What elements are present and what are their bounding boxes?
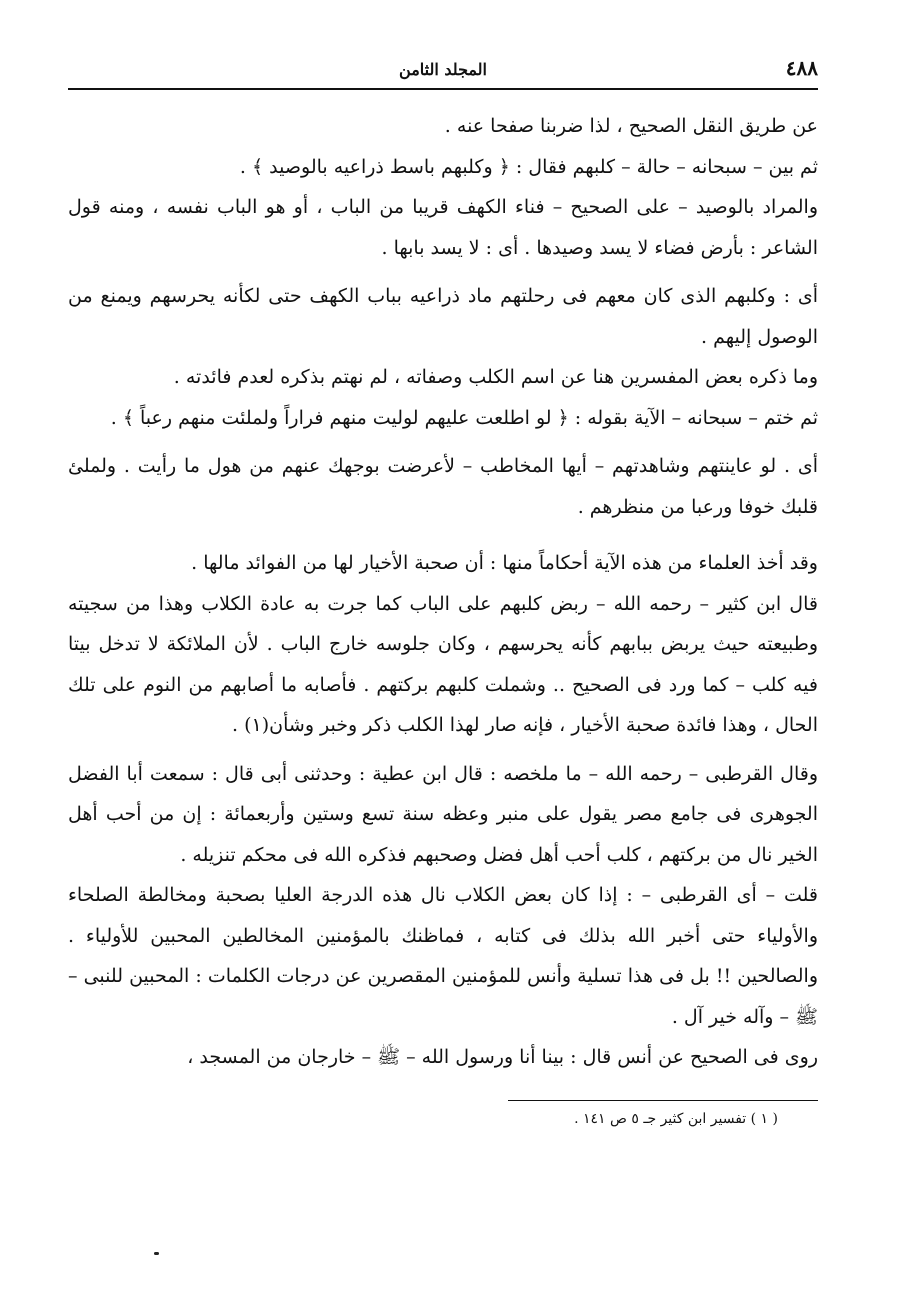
footnote: ( ١ ) تفسير ابن كثير جـ ٥ ص ١٤١ .	[574, 1110, 778, 1127]
paragraph: ثم بين – سبحانه – حالة – كلبهم فقال : ﴿ وكلبهم باسط ذراعيه بالوصيد ﴾ .	[239, 155, 818, 178]
paragraph: وقال القرطبى – رحمه الله – ما ملخصه : قال ابن عطية : وحدثنى أبى قال : سمعت أبا الفضل الجوهرى فى جامع مصر يقول على منبر وعظه سنة تسع وستين وأربعمائة : إن من أحب أهل الخير نال من بركتهم ، كلب أحب أهل فضل وصحبهم فذكره الله فى محكم تنزيله .	[68, 762, 818, 866]
page-number: ٤٨٨	[785, 56, 818, 80]
paragraph: أى : وكلبهم الذى كان معهم فى رحلتهم ماد ذراعيه بباب الكهف حتى لكأنه يحرسهم ويمنع من الوصول إليهم .	[68, 285, 818, 348]
footnote-divider	[508, 1100, 818, 1101]
paragraph: روى فى الصحيح عن أنس قال : بينا أنا ورسول الله – ﷺ – خارجان من المسجد ،	[187, 1046, 818, 1068]
paragraph: قلت – أى القرطبى – : إذا كان بعض الكلاب نال هذه الدرجة العليا بصحبة ومخالطة الصلحاء والأولياء حتى أخبر الله بذلك فى كتابه ، فماظنك بالمؤمنين المخالطين المحبين للأولياء . والصالحين !! بل فى هذا تسلية وأنس للمؤمنين المقصرين عن درجات الكلمات : المحبين للنبى – ﷺ – وآله خير آل .	[68, 884, 818, 1028]
paragraph: وما ذكره بعض المفسرين هنا عن اسم الكلب وصفاته ، لم نهتم بذكره لعدم فائدته .	[173, 366, 818, 388]
paragraph: عن طريق النقل الصحيح ، لذا ضربنا صفحا عنه .	[444, 115, 818, 137]
body-text	[68, 106, 818, 1078]
paragraph: ثم ختم – سبحانه – الآية بقوله : ﴿ لو اطلعت عليهم لوليت منهم فراراً ولملئت منهم رعباً ﴾ .	[110, 406, 818, 429]
scan-speck	[154, 1252, 159, 1255]
book-page	[68, 52, 818, 1133]
paragraph: أى . لو عاينتهم وشاهدتهم – أيها المخاطب – لأعرضت بوجهك عنهم من هول ما رأيت . ولملئ قلبك خوفا ورعبا من منظرهم .	[68, 455, 818, 518]
paragraph: قال ابن كثير – رحمه الله – ربض كلبهم على الباب كما جرت به عادة الكلاب وهذا من سجيته وطبيعته حيث يربض ببابهم كأنه يحرسهم ، وكان جلوسه خارج الباب . لأن الملائكة لا تدخل بيتا فيه كلب – كما ورد فى الصحيح .. وشملت كلبهم بركتهم . فأصابه ما أصابهم من النوم على تلك الحال ، وهذا فائدة صحبة الأخيار ، فإنه صار لهذا الكلب ذكر وخبر وشأن(١) .	[68, 592, 818, 736]
paragraph: والمراد بالوصيد – على الصحيح – فناء الكهف قريبا من الباب ، أو هو الباب نفسه ، ومنه قول الشاعر : بأرض فضاء لا يسد وصيدها . أى : لا يسد بابها .	[68, 196, 818, 259]
paragraph: وقد أخذ العلماء من هذه الآية أحكاماً منها : أن صحبة الأخيار لها من الفوائد مالها .	[191, 552, 818, 574]
volume-title: المجلد الثامن	[399, 60, 487, 79]
page-header	[68, 52, 818, 90]
